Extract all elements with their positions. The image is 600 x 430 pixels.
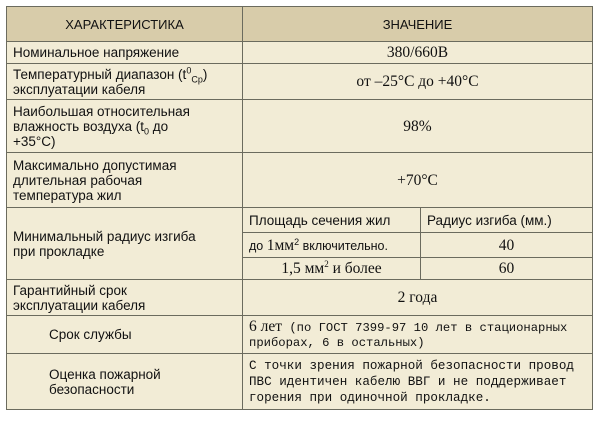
table-row-voltage — [7, 42, 593, 64]
table-row-service-life — [7, 316, 593, 354]
subrow-area: до $1мм^2$ включительно. — [243, 233, 421, 258]
subheader-area: Площадь сечения жил — [243, 208, 421, 233]
table-row-humidity — [7, 100, 593, 153]
row-value: С точки зрения пожарной безопасности провод ПВС идентичен кабелю ВВГ и не поддерживает горения при одиночной прокладке. — [243, 354, 593, 410]
service-life-main: 6 лет — [249, 318, 283, 335]
subrow-radius: 40 — [421, 233, 593, 258]
row-value — [243, 316, 593, 354]
table-row-warranty — [7, 280, 593, 316]
row-label: Срок службы — [7, 316, 243, 354]
row-label: Наибольшая относительная влажность воздуха ($t_0$ до +35°С) — [7, 100, 243, 153]
subrow-radius: 60 — [421, 258, 593, 280]
header-value: ЗНАЧЕНИЕ — [243, 7, 593, 42]
row-label: Номинальное напряжение — [7, 42, 243, 64]
table-row-max-temperature — [7, 153, 593, 208]
row-label: Минимальный радиус изгиба при прокладке — [7, 208, 243, 280]
row-value: 98% — [243, 100, 593, 153]
row-value: 2 года — [243, 280, 593, 316]
subrow-area: 1,5 $мм^2$ и более — [243, 258, 421, 280]
row-label: Оценка пожарной безопасности — [7, 354, 243, 410]
row-value: 380/660В — [243, 42, 593, 64]
table-row-bend-radius — [7, 208, 593, 233]
table-header-row — [7, 7, 593, 42]
row-label: Температурный диапазон $(t^0_{Cp})$ эксплуатации кабеля — [7, 64, 243, 100]
table-row-temperature-range — [7, 64, 593, 100]
row-label: Максимально допустимая длительная рабочая температура жил — [7, 153, 243, 208]
subheader-radius: Радиус изгиба (мм.) — [421, 208, 593, 233]
header-characteristic: ХАРАКТЕРИСТИКА — [7, 7, 243, 42]
service-life-note: (по ГОСТ 7399-97 10 лет в стационарных приборах, 6 в остальных) — [249, 321, 568, 350]
row-value: +70°С — [243, 153, 593, 208]
row-label: Гарантийный срок эксплуатации кабеля — [7, 280, 243, 316]
table-row-fire-safety — [7, 354, 593, 410]
spec-table — [6, 6, 593, 410]
row-value: от –25°С до +40°С — [243, 64, 593, 100]
spec-table-container — [6, 6, 592, 410]
